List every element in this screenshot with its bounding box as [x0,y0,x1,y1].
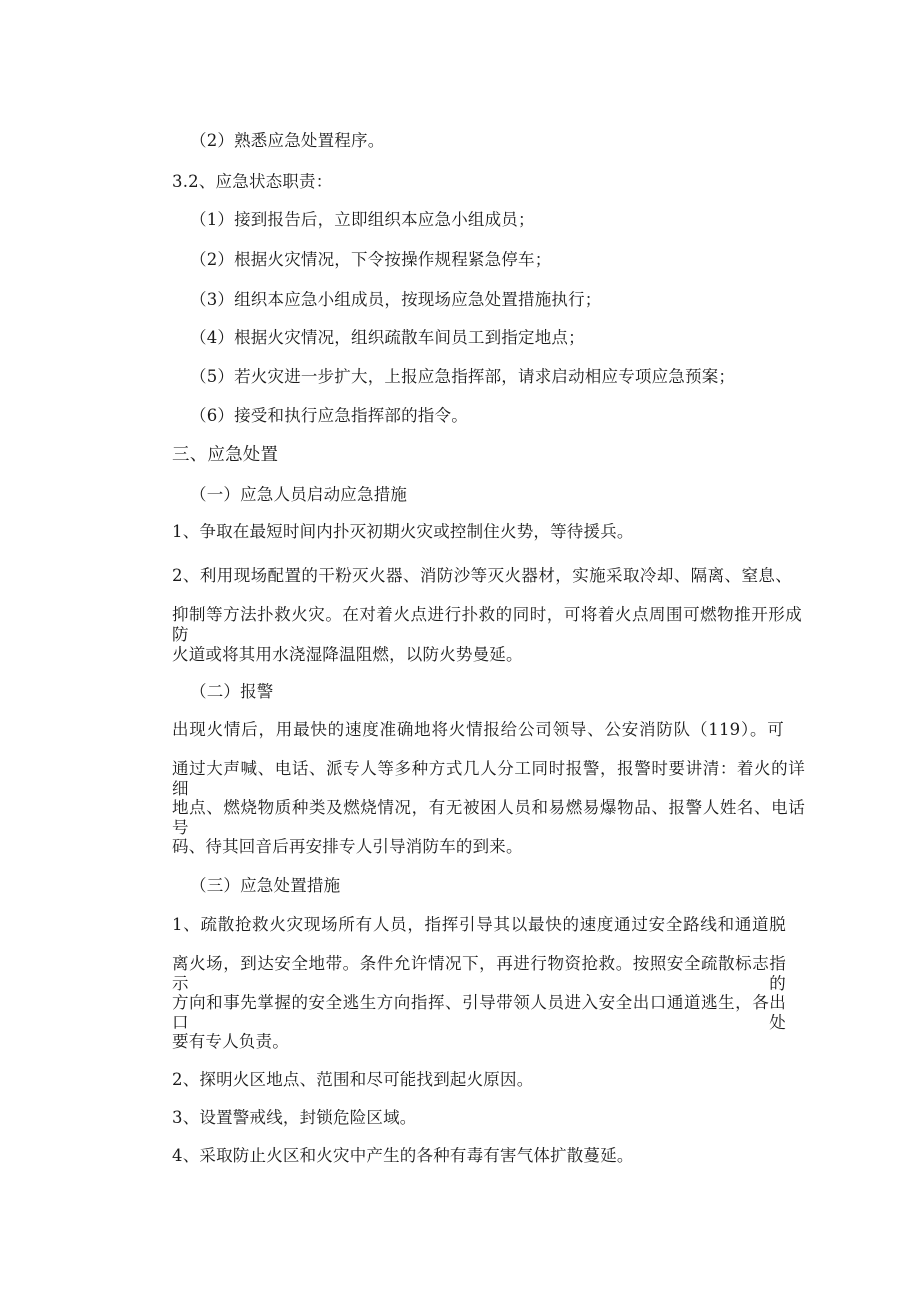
section-32-item-6: （6）接受和执行应急指挥部的指令。 [190,406,468,425]
part-2-paragraph-line-4: 码、待其回音后再安排专人引导消防车的到来。 [172,837,523,856]
section-32-item-1: （1）接到报告后，立即组织本应急小组成员； [190,210,535,229]
part-2-paragraph-line-3: 地点、燃烧物质种类及燃烧情况，有无被困人员和易燃易爆物品、报警人姓名、电话号 [172,798,805,837]
section-32-title: 3.2、应急状态职责： [172,172,333,191]
part-2-title: （二）报警 [190,682,274,701]
part-1-paragraph-2-line-1: 2、利用现场配置的干粉灭火器、消防沙等灭火器材，实施采取冷却、隔离、窒息、 [172,566,792,585]
section-31-item-2: （2）熟悉应急处置程序。 [190,131,385,150]
part-3-paragraph-1-line-1: 1、疏散抢救火灾现场所有人员，指挥引导其以最快的速度通过安全路线和通道脱 [172,915,786,934]
part-3-paragraph-3: 3、设置警戒线，封锁危险区域。 [172,1108,417,1127]
part-3-paragraph-1-line-4: 要有专人负责。 [172,1032,289,1051]
section-32-item-2: （2）根据火灾情况，下令按操作规程紧急停车； [190,250,552,269]
part-1-paragraph-2-line-2: 抑制等方法扑救火灾。在对着火点进行扑救的同时，可将着火点周围可燃物推开形成防 [172,605,802,644]
part-3-paragraph-1-line-3: 方向和事先掌握的安全逃生方向指挥、引导带领人员进入安全出口通道逃生，各出口处 [172,993,786,1032]
part-1-paragraph-1: 1、争取在最短时间内扑灭初期火灾或控制住火势，等待援兵。 [172,522,634,541]
part-3-title: （三）应急处置措施 [190,876,341,895]
part-1-paragraph-2-line-3: 火道或将其用水浇湿降温阻燃，以防火势曼延。 [172,645,523,664]
chapter-3-title: 三、应急处置 [172,445,279,465]
part-3-paragraph-2: 2、探明火区地点、范围和尽可能找到起火原因。 [172,1070,534,1089]
part-2-paragraph-line-2: 通过大声喊、电话、派专人等多种方式几人分工同时报警，报警时要讲清：着火的详细 [172,759,805,798]
section-32-item-3: （3）组织本应急小组成员，按现场应急处置措施执行； [190,290,602,309]
part-2-paragraph-line-1: 出现火情后，用最快的速度准确地将火情报给公司领导、公安消防队（119）。可 [172,720,784,739]
part-3-paragraph-1-line-2: 离火场，到达安全地带。条件允许情况下，再进行物资抢救。按照安全疏散标志指示的 [172,954,786,993]
section-32-item-4: （4）根据火灾情况，组织疏散车间员工到指定地点； [190,328,585,347]
section-32-item-5: （5）若火灾进一步扩大，上报应急指挥部，请求启动相应专项应急预案； [190,367,736,386]
part-3-paragraph-4: 4、采取防止火区和火灾中产生的各种有毒有害气体扩散蔓延。 [172,1146,634,1165]
part-1-title: （一）应急人员启动应急措施 [190,485,408,504]
